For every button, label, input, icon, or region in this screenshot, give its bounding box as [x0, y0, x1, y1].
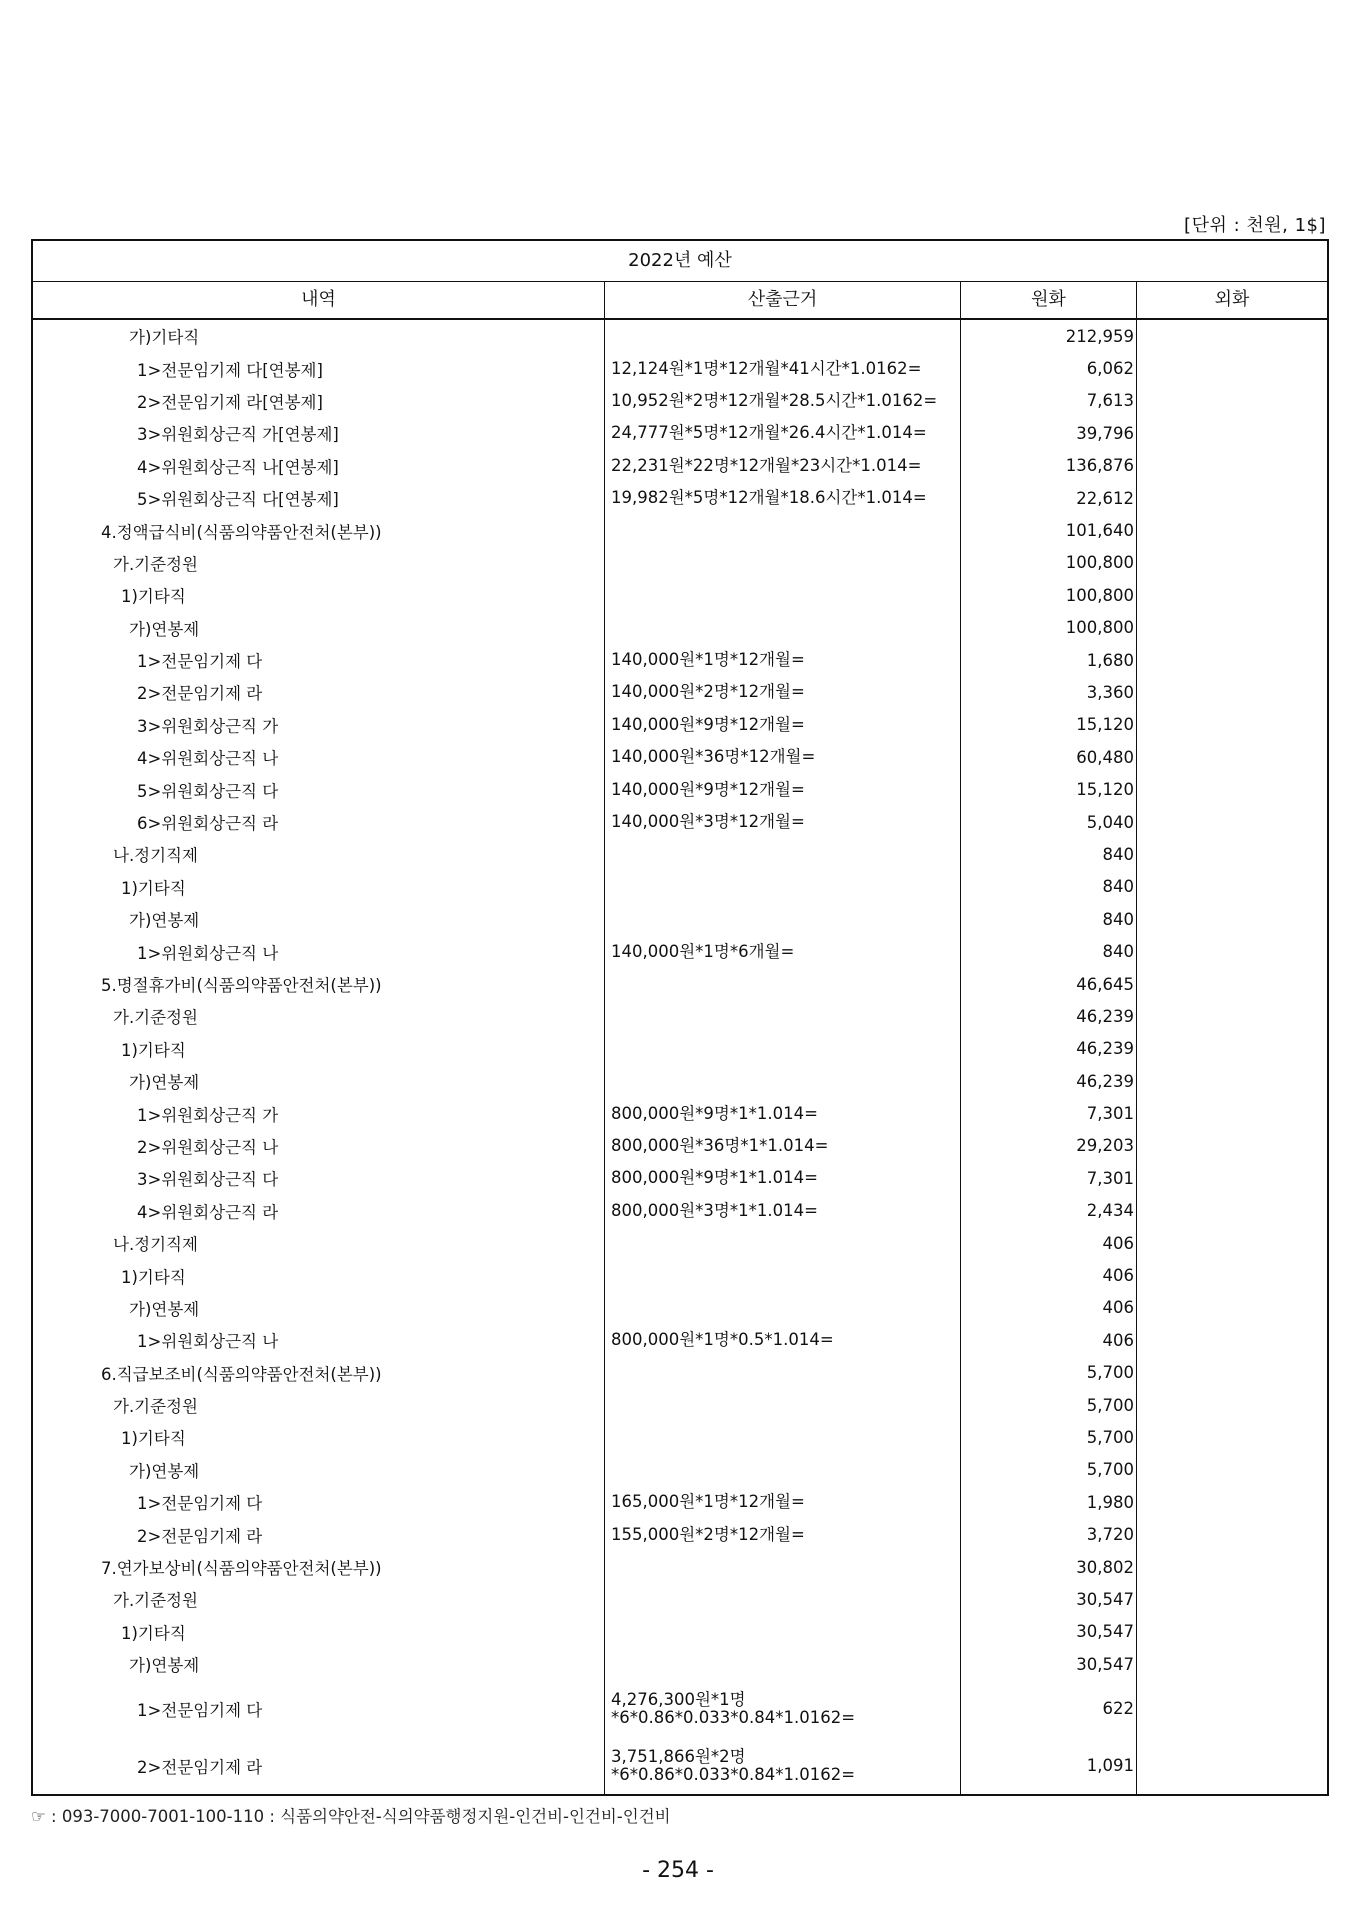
row-krw: 5,040: [961, 806, 1137, 838]
row-basis: 140,000원*1명*12개월=: [605, 644, 961, 676]
table-row: [33, 417, 1327, 449]
row-item: 나.정기직제: [33, 1227, 605, 1259]
row-krw: 212,959: [961, 320, 1137, 352]
row-item: 가)연봉제: [33, 1648, 605, 1680]
row-item: 1>전문임기제 다: [33, 644, 605, 676]
row-item: 5>위원회상근직 다[연봉제]: [33, 482, 605, 514]
row-fx: [1137, 1162, 1327, 1194]
row-item: 가)연봉제: [33, 1292, 605, 1324]
unit-label: [단위 : 천원, 1$]: [1184, 215, 1326, 236]
row-item: 1>전문임기제 다[연봉제]: [33, 352, 605, 384]
row-basis: [605, 514, 961, 546]
row-fx: [1137, 1616, 1327, 1648]
row-basis: 800,000원*1명*0.5*1.014=: [605, 1324, 961, 1356]
table-row: [33, 612, 1327, 644]
row-basis: [605, 1551, 961, 1583]
row-item: 1)기타직: [33, 871, 605, 903]
row-item: 나.정기직제: [33, 838, 605, 870]
row-fx: [1137, 1227, 1327, 1259]
row-krw: 840: [961, 903, 1137, 935]
table-row: [33, 1486, 1327, 1518]
row-basis: [605, 1065, 961, 1097]
table-row: [33, 1227, 1327, 1259]
row-basis: 800,000원*9명*1*1.014=: [605, 1162, 961, 1194]
row-fx: [1137, 871, 1327, 903]
row-basis: 155,000원*2명*12개월=: [605, 1518, 961, 1550]
table-row: [33, 1000, 1327, 1032]
row-fx: [1137, 579, 1327, 611]
row-krw: 1,091: [961, 1737, 1137, 1794]
row-krw: 46,239: [961, 1065, 1137, 1097]
table-row: [33, 1357, 1327, 1389]
row-basis: 10,952원*2명*12개월*28.5시간*1.0162=: [605, 385, 961, 417]
row-item: 1>전문임기제 다: [33, 1680, 605, 1737]
row-item: 2>위원회상근직 나: [33, 1130, 605, 1162]
row-item: 2>전문임기제 라: [33, 676, 605, 708]
row-fx: [1137, 709, 1327, 741]
row-basis: [605, 871, 961, 903]
table-row: [33, 1033, 1327, 1065]
table-row: [33, 385, 1327, 417]
table-row: [33, 450, 1327, 482]
row-item: 6>위원회상근직 라: [33, 806, 605, 838]
row-basis: [605, 1421, 961, 1453]
row-fx: [1137, 417, 1327, 449]
row-basis: [605, 1292, 961, 1324]
row-fx: [1137, 676, 1327, 708]
table-row: [33, 1162, 1327, 1194]
table-row: [33, 644, 1327, 676]
row-fx: [1137, 1292, 1327, 1324]
header-fx: 외화: [1214, 289, 1250, 310]
row-item: 5>위원회상근직 다: [33, 773, 605, 805]
row-fx: [1137, 612, 1327, 644]
row-krw: 6,062: [961, 352, 1137, 384]
table-row: [33, 1583, 1327, 1615]
table-body: [33, 320, 1327, 1794]
row-krw: 30,802: [961, 1551, 1137, 1583]
row-item: 1>위원회상근직 나: [33, 935, 605, 967]
row-basis: [605, 903, 961, 935]
row-krw: 406: [961, 1324, 1137, 1356]
row-fx: [1137, 352, 1327, 384]
budget-table: [31, 239, 1329, 1796]
row-fx: [1137, 1421, 1327, 1453]
row-item: 가.기준정원: [33, 1000, 605, 1032]
row-fx: [1137, 806, 1327, 838]
row-krw: 29,203: [961, 1130, 1137, 1162]
row-basis: [605, 1357, 961, 1389]
row-basis: [605, 1033, 961, 1065]
table-row: [33, 1616, 1327, 1648]
row-item: 1)기타직: [33, 1421, 605, 1453]
row-basis: 140,000원*9명*12개월=: [605, 709, 961, 741]
row-item: 가)기타직: [33, 320, 605, 352]
table-row: [33, 1292, 1327, 1324]
row-basis: [605, 1616, 961, 1648]
table-row: [33, 1195, 1327, 1227]
row-item: 가)연봉제: [33, 612, 605, 644]
row-basis: 800,000원*3명*1*1.014=: [605, 1195, 961, 1227]
row-fx: [1137, 385, 1327, 417]
row-basis: [605, 1648, 961, 1680]
table-row: [33, 514, 1327, 546]
row-basis: 4,276,300원*1명*6*0.86*0.033*0.84*1.0162=: [605, 1680, 961, 1737]
row-krw: 840: [961, 838, 1137, 870]
row-fx: [1137, 1648, 1327, 1680]
row-krw: 5,700: [961, 1389, 1137, 1421]
row-krw: 15,120: [961, 773, 1137, 805]
table-row: [33, 579, 1327, 611]
row-item: 4>위원회상근직 나: [33, 741, 605, 773]
row-item: 5.명절휴가비(식품의약품안전처(본부)): [33, 968, 605, 1000]
row-item: 1)기타직: [33, 1033, 605, 1065]
row-krw: 1,680: [961, 644, 1137, 676]
row-basis: [605, 838, 961, 870]
table-row: [33, 1680, 1327, 1737]
row-item: 2>전문임기제 라: [33, 1737, 605, 1794]
row-fx: [1137, 1130, 1327, 1162]
row-fx: [1137, 1033, 1327, 1065]
row-item: 가)연봉제: [33, 1065, 605, 1097]
row-krw: 406: [961, 1259, 1137, 1291]
row-krw: 46,645: [961, 968, 1137, 1000]
row-krw: 46,239: [961, 1033, 1137, 1065]
row-fx: [1137, 450, 1327, 482]
row-fx: [1137, 1518, 1327, 1550]
row-item: 3>위원회상근직 가[연봉제]: [33, 417, 605, 449]
row-krw: 101,640: [961, 514, 1137, 546]
row-item: 4.정액급식비(식품의약품안전처(본부)): [33, 514, 605, 546]
row-fx: [1137, 1000, 1327, 1032]
account-code-footnote: ☞ : 093-7000-7001-100-110 : 식품의약안전-식의약품행정지원-인건비-인건비-인건비: [31, 1807, 671, 1826]
row-fx: [1137, 1389, 1327, 1421]
header-basis: 산출근거: [605, 282, 961, 318]
row-item: 2>전문임기제 라[연봉제]: [33, 385, 605, 417]
row-fx: [1137, 1259, 1327, 1291]
row-item: 2>전문임기제 라: [33, 1518, 605, 1550]
row-krw: 406: [961, 1227, 1137, 1259]
row-item: 6.직급보조비(식품의약품안전처(본부)): [33, 1357, 605, 1389]
row-item: 1>전문임기제 다: [33, 1486, 605, 1518]
table-row: [33, 1097, 1327, 1129]
row-krw: 3,720: [961, 1518, 1137, 1550]
table-row: [33, 482, 1327, 514]
table-row: [33, 773, 1327, 805]
row-fx: [1137, 838, 1327, 870]
row-fx: [1137, 1583, 1327, 1615]
row-item: 4>위원회상근직 나[연봉제]: [33, 450, 605, 482]
row-fx: [1137, 547, 1327, 579]
row-krw: 3,360: [961, 676, 1137, 708]
row-krw: 622: [961, 1680, 1137, 1737]
row-krw: 5,700: [961, 1357, 1137, 1389]
row-basis: 24,777원*5명*12개월*26.4시간*1.014=: [605, 417, 961, 449]
row-basis: [605, 579, 961, 611]
row-fx: [1137, 773, 1327, 805]
row-item: 가.기준정원: [33, 547, 605, 579]
header-krw: 원화: [961, 282, 1137, 318]
row-fx: [1137, 1680, 1327, 1737]
row-item: 1)기타직: [33, 1259, 605, 1291]
table-row: [33, 1551, 1327, 1583]
row-item: 가.기준정원: [33, 1583, 605, 1615]
row-basis: [605, 1583, 961, 1615]
row-item: 4>위원회상근직 라: [33, 1195, 605, 1227]
table-row: [33, 935, 1327, 967]
row-basis: 22,231원*22명*12개월*23시간*1.014=: [605, 450, 961, 482]
table-row: [33, 806, 1327, 838]
row-krw: 46,239: [961, 1000, 1137, 1032]
row-fx: [1137, 935, 1327, 967]
row-item: 3>위원회상근직 가: [33, 709, 605, 741]
row-item: 가)연봉제: [33, 903, 605, 935]
row-basis: [605, 320, 961, 352]
row-basis: [605, 1259, 961, 1291]
table-row: [33, 838, 1327, 870]
table-row: [33, 1389, 1327, 1421]
row-fx: [1137, 1486, 1327, 1518]
row-basis: 800,000원*9명*1*1.014=: [605, 1097, 961, 1129]
row-fx: [1137, 320, 1327, 352]
row-krw: 100,800: [961, 579, 1137, 611]
row-krw: 2,434: [961, 1195, 1137, 1227]
row-fx: [1137, 1065, 1327, 1097]
row-fx: [1137, 482, 1327, 514]
row-krw: 840: [961, 871, 1137, 903]
row-item: 1>위원회상근직 나: [33, 1324, 605, 1356]
row-basis: 140,000원*9명*12개월=: [605, 773, 961, 805]
row-krw: 7,613: [961, 385, 1137, 417]
row-basis: [605, 1227, 961, 1259]
table-row: [33, 871, 1327, 903]
row-krw: 100,800: [961, 612, 1137, 644]
table-row: [33, 1518, 1327, 1550]
row-basis: 140,000원*2명*12개월=: [605, 676, 961, 708]
row-basis: 140,000원*1명*6개월=: [605, 935, 961, 967]
row-krw: 39,796: [961, 417, 1137, 449]
row-fx: [1137, 1551, 1327, 1583]
table-row: [33, 1648, 1327, 1680]
row-krw: 7,301: [961, 1097, 1137, 1129]
row-basis: 140,000원*3명*12개월=: [605, 806, 961, 838]
row-krw: 5,700: [961, 1454, 1137, 1486]
row-item: 가.기준정원: [33, 1389, 605, 1421]
row-fx: [1137, 1454, 1327, 1486]
row-basis: 12,124원*1명*12개월*41시간*1.0162=: [605, 352, 961, 384]
row-fx: [1137, 741, 1327, 773]
table-row: [33, 741, 1327, 773]
row-basis: [605, 1389, 961, 1421]
row-fx: [1137, 1195, 1327, 1227]
row-item: 가)연봉제: [33, 1454, 605, 1486]
table-row: [33, 352, 1327, 384]
row-basis: [605, 612, 961, 644]
row-basis: 165,000원*1명*12개월=: [605, 1486, 961, 1518]
table-row: [33, 547, 1327, 579]
row-basis: [605, 547, 961, 579]
table-row: [33, 1324, 1327, 1356]
table-title: 2022년 예산: [33, 241, 1327, 282]
row-fx: [1137, 1324, 1327, 1356]
table-row: [33, 968, 1327, 1000]
row-fx: [1137, 644, 1327, 676]
row-basis: [605, 1454, 961, 1486]
table-row: [33, 1259, 1327, 1291]
table-row: [33, 903, 1327, 935]
row-krw: 60,480: [961, 741, 1137, 773]
table-row: [33, 676, 1327, 708]
table-row: [33, 1737, 1327, 1794]
table-row: [33, 709, 1327, 741]
row-krw: 22,612: [961, 482, 1137, 514]
row-krw: 406: [961, 1292, 1137, 1324]
row-basis: [605, 1000, 961, 1032]
row-item: 3>위원회상근직 다: [33, 1162, 605, 1194]
row-item: 1>위원회상근직 가: [33, 1097, 605, 1129]
row-item: 1)기타직: [33, 1616, 605, 1648]
row-krw: 840: [961, 935, 1137, 967]
row-krw: 15,120: [961, 709, 1137, 741]
header-item: 내역: [33, 282, 605, 318]
table-row: [33, 320, 1327, 352]
table-row: [33, 1065, 1327, 1097]
table-row: [33, 1421, 1327, 1453]
row-krw: 5,700: [961, 1421, 1137, 1453]
row-krw: 30,547: [961, 1616, 1137, 1648]
table-row: [33, 1454, 1327, 1486]
row-basis: [605, 968, 961, 1000]
table-header-row: [33, 282, 1327, 320]
row-krw: 30,547: [961, 1583, 1137, 1615]
row-item: 1)기타직: [33, 579, 605, 611]
row-krw: 30,547: [961, 1648, 1137, 1680]
row-basis: 19,982원*5명*12개월*18.6시간*1.014=: [605, 482, 961, 514]
row-basis: 800,000원*36명*1*1.014=: [605, 1130, 961, 1162]
row-krw: 1,980: [961, 1486, 1137, 1518]
row-krw: 7,301: [961, 1162, 1137, 1194]
row-krw: 136,876: [961, 450, 1137, 482]
row-basis: 140,000원*36명*12개월=: [605, 741, 961, 773]
row-basis: 3,751,866원*2명*6*0.86*0.033*0.84*1.0162=: [605, 1737, 961, 1794]
row-fx: [1137, 903, 1327, 935]
table-row: [33, 1130, 1327, 1162]
row-krw: 100,800: [961, 547, 1137, 579]
row-fx: [1137, 1737, 1327, 1794]
row-fx: [1137, 968, 1327, 1000]
row-fx: [1137, 1357, 1327, 1389]
row-item: 7.연가보상비(식품의약품안전처(본부)): [33, 1551, 605, 1583]
page-number: - 254 -: [642, 1858, 714, 1883]
row-fx: [1137, 1097, 1327, 1129]
row-fx: [1137, 514, 1327, 546]
